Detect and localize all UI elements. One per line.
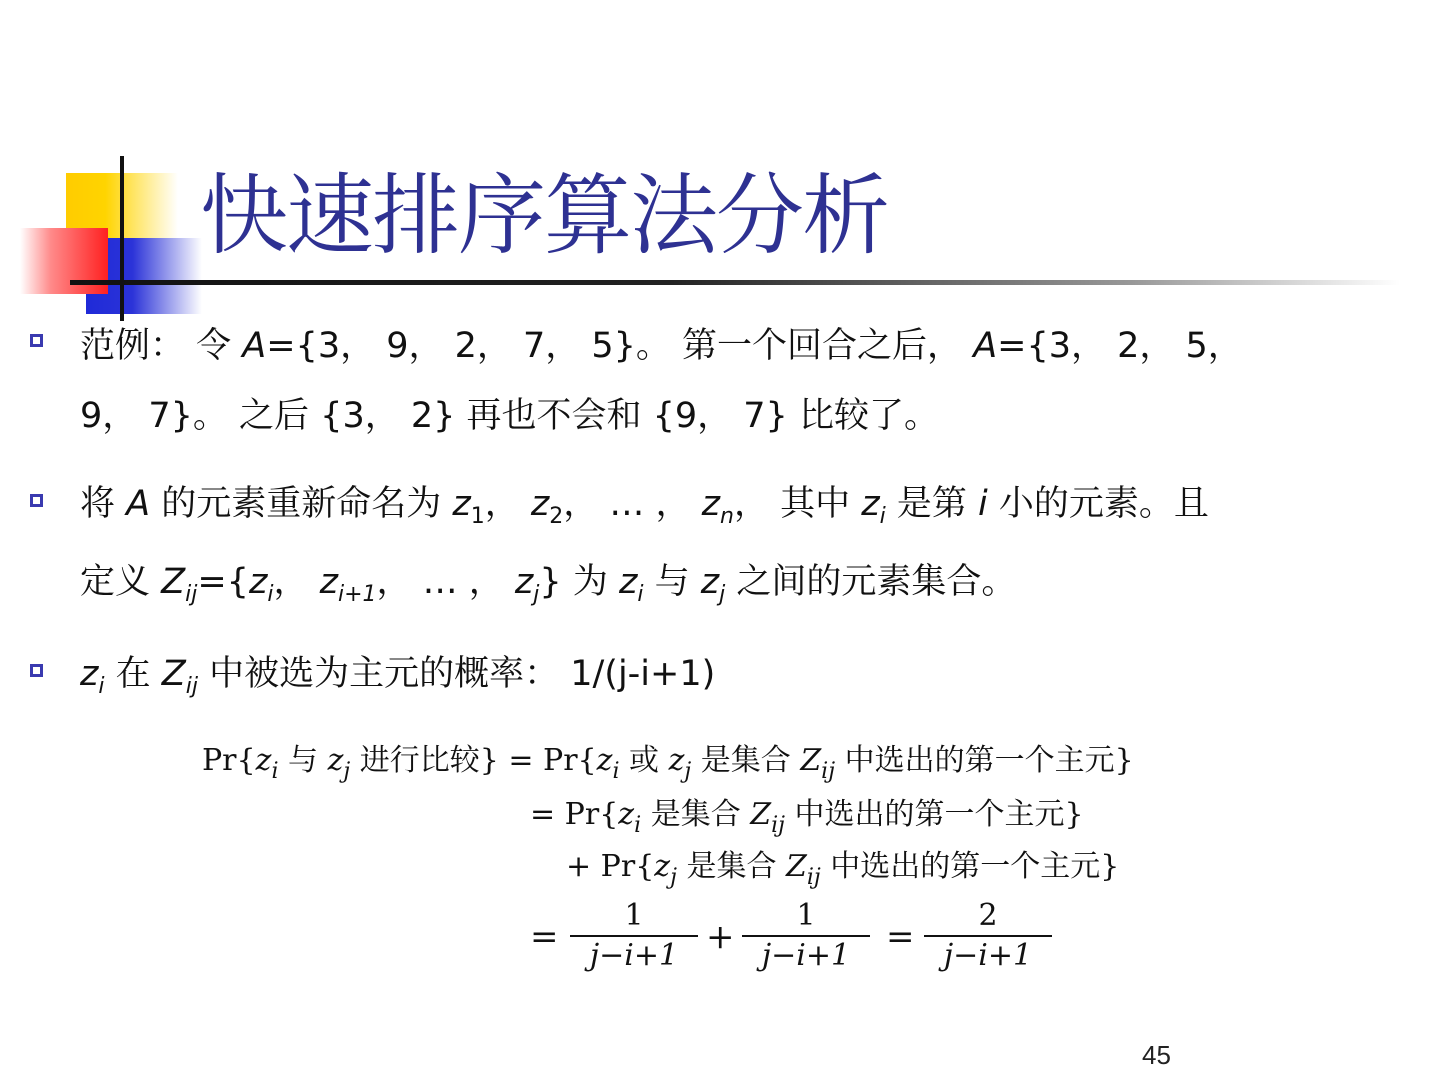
formula-var: Z [786,849,807,884]
subscript: j [719,582,726,607]
text-run: 将 [80,484,127,524]
formula-text: 是集合 [676,849,787,884]
subscript: i [637,582,644,607]
equals-sign: = [530,917,559,957]
text-run: 范例： 令 [80,326,243,366]
formula-var: z [596,743,613,778]
fraction-denominator: j−i+1 [589,938,679,973]
formula-text: 是集合 [641,797,751,832]
fraction-numerator: 2 [978,898,998,933]
subscript: 2 [549,504,564,529]
formula-var: z [327,743,344,778]
math-var: z [861,484,880,524]
formula-sub: j [343,759,351,784]
text-run: 小的元素。且 [987,484,1209,524]
text-run: 定义 [80,562,162,602]
text-run: 是第 [885,484,978,524]
text-run: ， [484,484,531,524]
bullet-text-line [80,480,1209,528]
title-underline [70,280,1400,285]
square-bullet-icon [30,334,43,347]
text-run: } 为 [539,562,619,602]
fraction-denominator: j−i+1 [943,938,1033,973]
subscript: i [98,674,105,699]
subscript: n [720,504,734,529]
text-run: ={3， 9， 2， 7， 5}。 第一个回合之后， [266,326,974,366]
vertical-rule [120,156,124,321]
math-var: z [530,484,550,524]
fraction-1 [570,899,698,973]
fraction-3 [924,899,1052,973]
formula-text: 或 [619,743,669,778]
math-var: A [973,326,998,366]
probability-formula [200,735,1240,985]
math-var: z [618,562,638,602]
subscript: ij [185,674,198,699]
math-var: z [452,484,471,524]
subscript: i [879,504,886,529]
math-var: A [242,326,267,366]
text-run: 9， 7}。 之后 {3， 2} 再也不会和 {9， 7} 比较了。 [80,396,939,436]
formula-sub: j [670,865,677,890]
fraction-numerator: 1 [624,898,644,933]
text-run: ， … ， [563,484,702,524]
formula-row-1 [202,741,1134,784]
bullet-text-line [80,650,715,698]
fraction-bar [570,935,698,937]
bullet-text-line [80,322,1243,370]
formula-row-2 [530,795,1084,838]
formula-sub: ij [806,865,821,890]
page-number: 45 [1142,1040,1171,1070]
subscript: j [533,582,540,607]
square-bullet-icon [30,494,43,507]
plus-sign: + [706,917,735,957]
formula-text: Pr{ [202,743,256,778]
text-run: ， [273,562,320,602]
formula-var: z [255,743,272,778]
math-var: z [514,562,534,602]
text-run: 中被选为主元的概率： 1/(j-i+1) [197,654,716,694]
fraction-bar [924,935,1052,937]
formula-var: z [654,849,671,884]
math-var: z [700,562,720,602]
formula-sub: ij [821,759,836,784]
math-var: A [126,484,151,524]
formula-text: 中选出的第一个主元} [835,743,1134,778]
text-run: ={ [197,562,249,602]
formula-var: Z [750,797,772,832]
formula-text: = Pr{ [530,797,619,832]
math-var: z [319,562,338,602]
formula-text: 是集合 [691,743,801,778]
math-var: z [701,484,721,524]
formula-sub: i [271,759,279,784]
subscript: ij [185,582,198,607]
formula-text: 与 [278,743,328,778]
formula-sub: i [612,759,620,784]
formula-var: z [668,743,685,778]
formula-text: 中选出的第一个主元} [820,849,1120,884]
text-run: 的元素重新命名为 [150,484,453,524]
text-run: 之间的元素集合。 [725,562,1017,602]
bullet-text-line [80,392,939,440]
formula-sub: i [634,813,642,838]
bullet-text-line [80,558,1016,606]
formula-text: 中选出的第一个主元} [784,797,1084,832]
fraction-denominator: j−i+1 [761,938,851,973]
fraction-numerator: 1 [796,898,816,933]
text-run: ={3， 2， 5， [997,326,1243,366]
formula-sub: ij [771,813,785,838]
fraction-2 [742,899,870,973]
subscript: 1 [470,504,485,529]
text-run: 与 [643,562,701,602]
math-var: Z [161,654,186,694]
math-var: z [80,654,99,694]
text-run: ， … ， [376,562,515,602]
subscript: i [267,582,274,607]
formula-var: z [618,797,635,832]
equals-sign: = [886,917,915,957]
text-run: 在 [104,654,162,694]
math-var: z [248,562,268,602]
formula-text: 进行比较} = Pr{ [350,743,597,778]
math-var: Z [161,562,186,602]
formula-sub: j [684,759,692,784]
fraction-bar [742,935,870,937]
formula-var: Z [800,743,822,778]
text-run: ， 其中 [733,484,862,524]
math-var: i [978,484,988,524]
slide-title: 快速排序算法分析 [200,164,889,267]
square-bullet-icon [30,664,43,677]
formula-text: + Pr{ [566,849,655,884]
formula-row-3 [566,847,1120,890]
subscript: i+1 [337,582,377,607]
